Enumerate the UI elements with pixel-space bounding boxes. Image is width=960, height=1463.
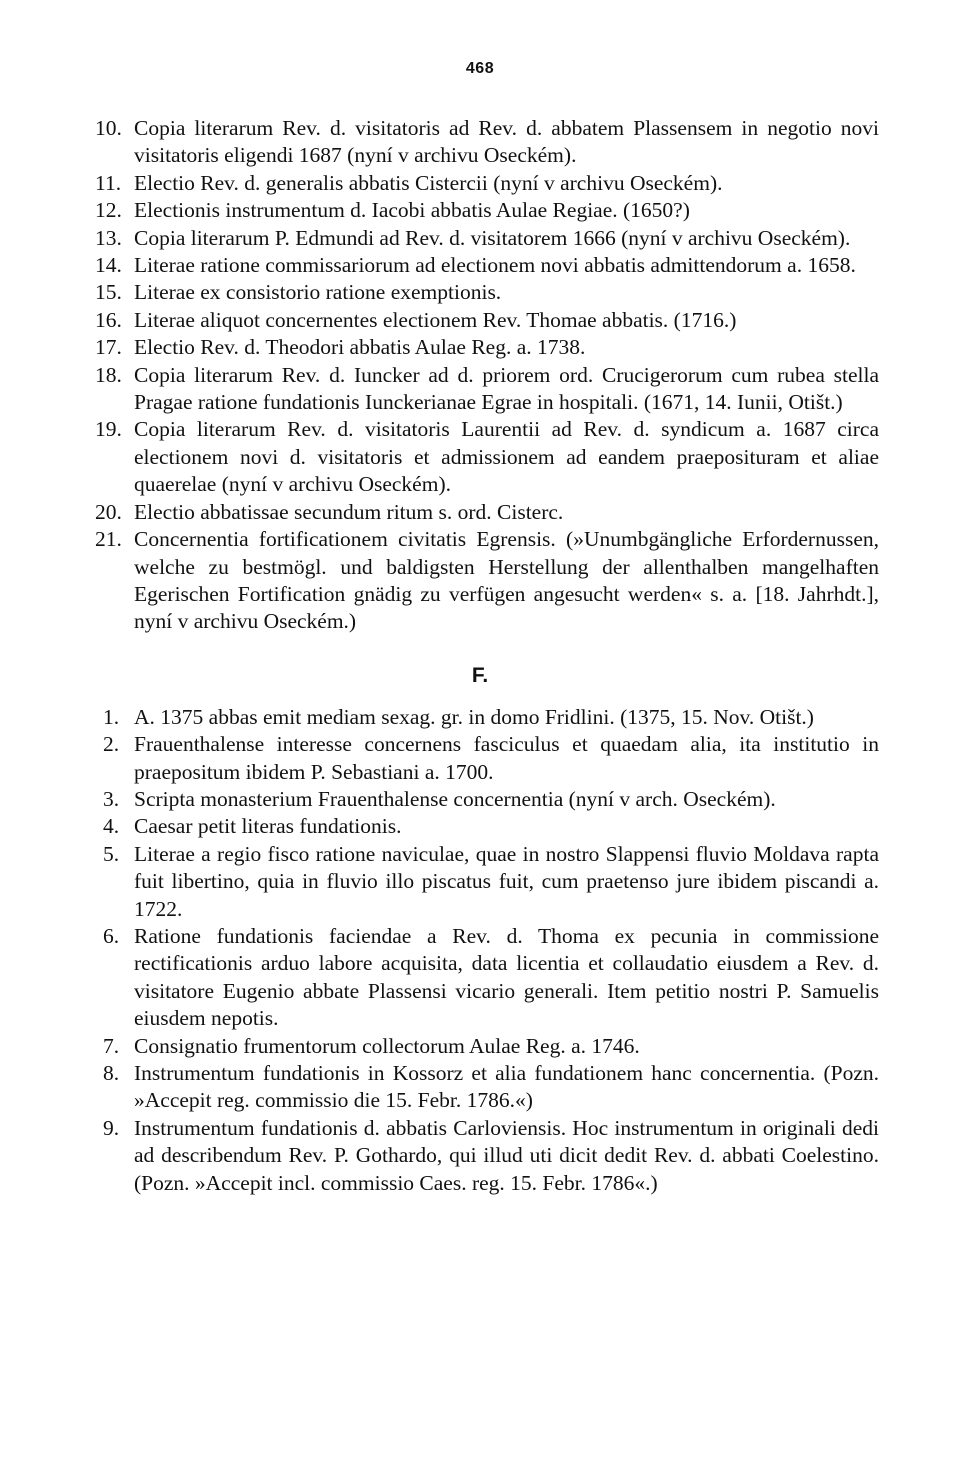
list-item — [0, 197, 879, 224]
list-item — [0, 115, 879, 170]
item-text: Literae a regio fisco ratione naviculae, quae in nostro Slappensi fluvio Moldava rapta fuit libertino, quia in fluvio illo piscatus fuit, cum praetenso jure ibidem piscandi a. 1722. — [134, 841, 879, 921]
item-number: 2. — [103, 732, 120, 757]
item-text: Literae ex consistorio ratione exemptionis. — [134, 280, 502, 305]
page-number: 468 — [465, 60, 495, 77]
list-item — [0, 704, 879, 731]
item-number: 5. — [103, 841, 120, 866]
item-text: Literae aliquot concernentes electionem Rev. Thomae abbatis. (1716.) — [134, 307, 737, 332]
item-text: Copia literarum Rev. d. visitatoris ad Rev. d. abbatem Plassensem in negotio novi visitatoris eligendi 1687 (nyní v archivu Oseckém). — [134, 116, 879, 168]
item-number: 4. — [103, 814, 120, 839]
item-text: Ratione fundationis faciendae a Rev. d. Thoma ex pecunia in commissione rectificationis arduo labore acquisita, data licentia et collaudatio eiusdem a Rev. d. visitatore Eugenio abbate Plassensi vicario generali. Item petitio nostri P. Samuelis eiusdem nepotis. — [134, 923, 879, 1031]
item-number: 7. — [103, 1033, 120, 1058]
item-text: A. 1375 abbas emit mediam sexag. gr. in domo Fridlini. (1375, 15. Nov. Otišt.) — [134, 704, 814, 729]
list-item — [0, 362, 879, 417]
item-text: Frauenthalense interesse concernens fasciculus et quaedam alia, ita institutio in praepositum ibidem P. Sebastiani a. 1700. — [134, 732, 879, 784]
list-item — [0, 923, 879, 1033]
list-item — [0, 170, 879, 197]
item-number: 6. — [103, 923, 120, 948]
list-item — [0, 334, 879, 361]
list-item — [0, 499, 879, 526]
item-number: 17. — [95, 335, 122, 360]
item-number: 1. — [103, 704, 120, 729]
item-number: 8. — [103, 1061, 120, 1085]
list-item — [0, 813, 879, 840]
item-text: Copia literarum P. Edmundi ad Rev. d. visitatorem 1666 (nyní v archivu Oseckém). — [134, 225, 851, 250]
list-item — [0, 526, 879, 636]
list-item — [0, 731, 879, 786]
item-text: Electio abbatissae secundum ritum s. ord. Cisterc. — [134, 499, 564, 524]
section-heading: F. — [471, 663, 489, 687]
item-text: Scripta monasterium Frauenthalense concernentia (nyní v arch. Oseckém). — [134, 786, 776, 811]
item-number: 12. — [95, 198, 122, 223]
list-item — [0, 1060, 879, 1115]
list-item — [0, 841, 879, 923]
item-text: Copia literarum Rev. d. Iuncker ad d. priorem ord. Crucigerorum cum rubea stella Pragae ratione fundationis Iunckerianae Egrae in hospitali. (1671, 14. Iunii, Otišt.) — [134, 362, 879, 415]
item-number: 9. — [103, 1115, 120, 1140]
item-number: 16. — [95, 307, 122, 332]
item-number: 13. — [95, 225, 122, 250]
item-number: 10. — [95, 116, 122, 140]
list-item — [0, 416, 879, 498]
item-text: Copia literarum Rev. d. visitatoris Laurentii ad Rev. d. syndicum a. 1687 circa electionem novi d. visitatoris et admissionem ad eandem praeposituram et aliae quaerelae (nyní v archivu Oseckém). — [134, 417, 879, 497]
list-item — [0, 225, 879, 252]
item-number: 14. — [95, 253, 122, 278]
item-number: 15. — [95, 280, 122, 305]
item-text: Electionis instrumentum d. Iacobi abbatis Aulae Regiae. (1650?) — [134, 198, 690, 223]
item-text: Literae ratione commissariorum ad electionem novi abbatis admittendorum a. 1658. — [134, 253, 856, 278]
item-number: 19. — [95, 417, 122, 442]
item-text: Instrumentum fundationis in Kossorz et alia fundationem hanc concernentia. (Pozn. »Accepit reg. commissio die 15. Febr. 1786.«) — [134, 1061, 879, 1113]
item-number: 3. — [103, 786, 120, 811]
item-text: Instrumentum fundationis d. abbatis Carloviensis. Hoc instrumentum in originali dedi ad describendum Rev. P. Gothardo, qui illud uti dicit dedit Rev. d. abbati Coelestino. (Pozn. »Accepit incl. commissio Caes. reg. 15. Febr. 1786«.) — [134, 1115, 879, 1195]
item-number: 20. — [95, 499, 122, 524]
list-item — [0, 307, 879, 334]
item-text: Consignatio frumentorum collectorum Aulae Reg. a. 1746. — [134, 1033, 640, 1058]
list-e — [0, 115, 960, 636]
list-item — [0, 252, 879, 279]
list-f — [0, 704, 960, 1197]
list-item — [0, 1033, 879, 1060]
list-item — [0, 279, 879, 306]
document-body — [0, 115, 960, 1197]
item-number: 18. — [95, 362, 122, 387]
item-text: Electio Rev. d. Theodori abbatis Aulae Reg. a. 1738. — [134, 335, 586, 360]
item-text: Concernentia fortificationem civitatis Egrensis. (»Unumbgängliche Erfordernussen, welche zu bestmögl. und baldigsten Herstellung der allenthalben mangelhaften Egerischen Fortification gnädig zu verfügen angesucht werden« s. a. [18. Jahrhdt.], nyní v archivu Oseckém.) — [134, 527, 879, 634]
item-text: Electio Rev. d. generalis abbatis Cistercii (nyní v archivu Oseckém). — [134, 170, 723, 195]
list-item — [0, 1115, 879, 1197]
item-number: 21. — [95, 527, 122, 552]
item-text: Caesar petit literas fundationis. — [134, 814, 402, 839]
list-item — [0, 786, 879, 813]
item-number: 11. — [95, 170, 122, 195]
